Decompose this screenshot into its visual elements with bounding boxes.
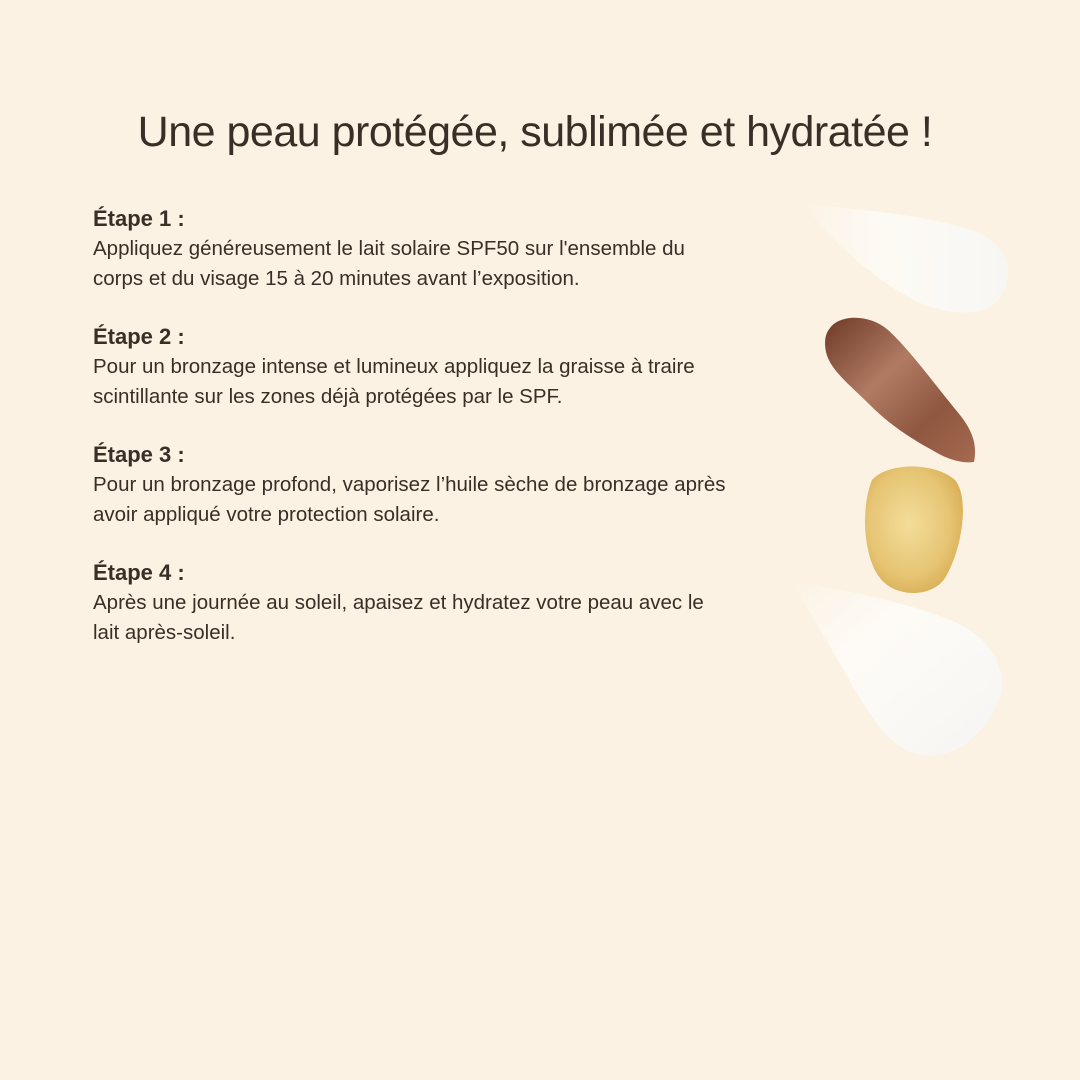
product-swatches (760, 180, 1060, 780)
lotion-swatch-bottom (790, 580, 1002, 756)
page-title: Une peau protégée, sublimée et hydratée ! (137, 108, 933, 156)
step-1-text: Appliquez généreusement le lait solaire SPF50 sur l'ensemble du corps et du visage 15 à 20 minutes avant l’exposition. (93, 237, 685, 290)
oil-swatch (865, 467, 963, 594)
lotion-swatch-top (800, 202, 1008, 312)
step-4 (93, 558, 733, 648)
step-1-label: Étape 1 : (93, 206, 185, 231)
step-3 (93, 440, 733, 530)
product-swatches-illustration (760, 180, 1060, 780)
steps-list (93, 204, 733, 676)
step-4-label: Étape 4 : (93, 560, 185, 585)
step-2-text: Pour un bronzage intense et lumineux appliquez la graisse à traire scintillante sur les zones déjà protégées par le SPF. (93, 355, 695, 408)
step-3-text: Pour un bronzage profond, vaporisez l’huile sèche de bronzage après avoir appliqué votre protection solaire. (93, 473, 726, 526)
step-2-label: Étape 2 : (93, 324, 185, 349)
step-1 (93, 204, 733, 294)
step-4-text: Après une journée au soleil, apaisez et hydratez votre peau avec le lait après-soleil. (93, 591, 704, 644)
step-3-label: Étape 3 : (93, 442, 185, 467)
step-2 (93, 322, 733, 412)
shimmer-swatch (825, 318, 975, 463)
